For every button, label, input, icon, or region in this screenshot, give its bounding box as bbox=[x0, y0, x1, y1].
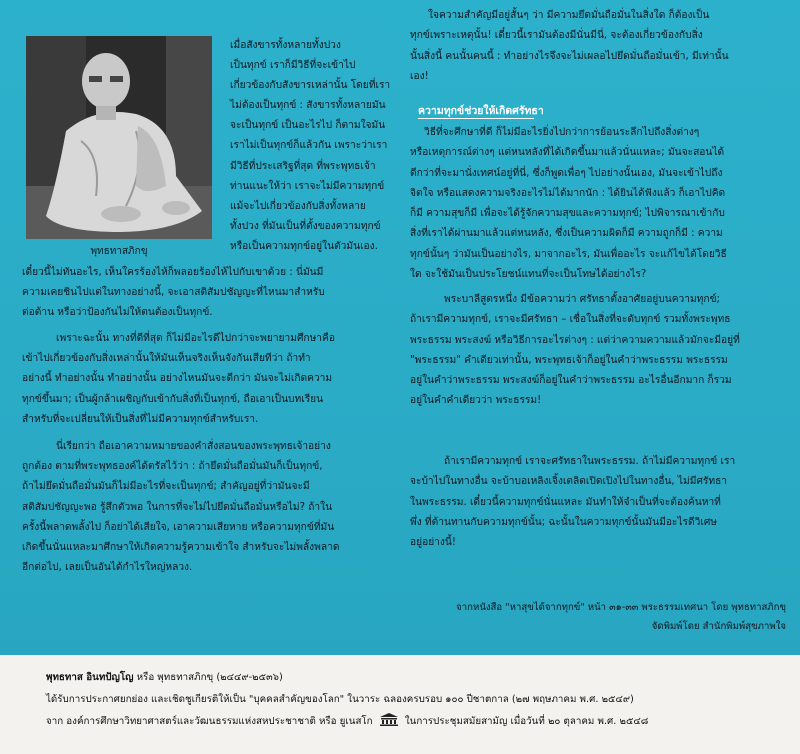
text-line: พระบาลีสูตรหนึ่ง มีข้อความว่า ศรัทธาตั้งอาศัยอยู่บนความทุกข์; bbox=[444, 294, 720, 305]
text-line: ครั้งนี้พลาดพลั้งไป ก็อย่าได้เสียใจ, เอาความเสียหาย หรือความทุกข์ที่มัน bbox=[22, 521, 335, 533]
text-line: ในพระธรรม. เดี๋ยวนี้ความทุกข์นั่นแหละ มันทำให้จำเป็นที่จะต้องค้นหาที่ bbox=[410, 496, 721, 508]
text-line: หรือเหตุการณ์ต่างๆ แต่หนหลังที่ได้เกิดขึ้นมาแล้วนั่นแหละ; มันจะสอนได้ bbox=[410, 147, 725, 159]
text-line: ท่านแนะให้ว่า เราจะไม่มีความทุกข์ bbox=[230, 180, 385, 192]
text-line: สำหรับที่จะเปลี่ยนให้เป็นสิ่งที่ไม่มีความทุกข์สำหรับเรา. bbox=[22, 413, 259, 425]
text-line: วิธีที่จะศึกษาที่ดี ก็ไม่มีอะไรยิ่งไปกว่าการย้อนระลึกไปถึงสิ่งต่างๆ bbox=[424, 127, 700, 138]
text-line: จะบ้าไปในทางอื่น จะบ้าบอเหลิงเจิ้งเตลิดเปิดเปิงไปในทางอื่น, ไม่มีศรัทธา bbox=[410, 476, 728, 488]
text-line: มีวิธีที่ประเสริฐที่สุด ที่พระพุทธเจ้า bbox=[230, 160, 376, 172]
text-line: อยู่ในคำคำเดียวว่า พระธรรม! bbox=[410, 395, 542, 407]
right-paragraph-1 bbox=[410, 123, 784, 285]
text-line: แม้จะไปเกี่ยวข้องกับสิ่งทั้งหลาย bbox=[230, 200, 366, 212]
text-line: ไม่ต้องเป็นทุกข์ : สังขารทั้งหลายมัน bbox=[230, 100, 386, 112]
text-line: อยู่อย่างนี้! bbox=[410, 537, 456, 549]
left-paragraph-2 bbox=[22, 329, 390, 430]
right-paragraph-3 bbox=[410, 452, 784, 553]
text-line: ก็มี ความสุขก็มี เพื่อจะได้รู้จักความสุขและความทุกข์; ไปพิจารณาเข้ากับ bbox=[410, 208, 725, 220]
footer-text bbox=[46, 667, 648, 733]
text-line: เกี่ยวข้องกับสังขารเหล่านั้น โดยที่เรา bbox=[230, 80, 391, 92]
footer-line-1 bbox=[46, 667, 648, 689]
monk-portrait-icon bbox=[26, 36, 212, 239]
monk-photo bbox=[26, 36, 212, 239]
text-line: จะเป็นทุกข์ เป็นอะไรไป ก็ตามใจมัน bbox=[230, 120, 386, 132]
footer-line-3-after: ในการประชุมสมัยสามัญ เมื่อวันที่ ๒๐ ตุลาคม พ.ศ. ๒๕๔๘ bbox=[404, 716, 649, 727]
section-heading: ความทุกข์ช่วยให้เกิดศรัทธา bbox=[418, 105, 544, 117]
unesco-temple-icon bbox=[379, 712, 399, 726]
text-line: สติสัมปชัญญะพอ รู้สึกตัวพอ ในการที่จะไม่ไปยึดมั่นถือมั่นหรือไม่? ถ้าใน bbox=[22, 501, 333, 513]
right-paragraph-2 bbox=[410, 290, 784, 412]
footer-name: พุทธทาส อินทปัญโญ bbox=[46, 672, 134, 683]
text-line: ดีกว่าที่จะมานั่งเทศน์อยู่ที่นี่, ซึ่งก็พูดเพื่อๆ ไปอย่างนั้นเอง, มันจะเข้าไปถึง bbox=[410, 167, 723, 179]
text-line: เราไม่เป็นทุกข์ก็แล้วกัน เพราะว่าเรา bbox=[230, 140, 388, 152]
text-line: หรือเป็นความทุกข์อยู่ในตัวมันเอง. bbox=[230, 240, 378, 252]
text-line: พึ่ง ที่ต้านทานกับความทุกข์นั้น; ฉะนั้นในความทุกข์นั้นมันมีอะไรดีวิเศษ bbox=[410, 516, 718, 528]
text-line: ใจความสำคัญมีอยู่สั้นๆ ว่า มีความยึดมั่นถือมั่นในสิ่งใด ก็ต้องเป็น bbox=[428, 10, 710, 21]
text-line: ถ้าเรามีความทุกข์, เราจะมีศรัทธา – เชื่อในสิ่งที่จะดับทุกข์ รวมทั้งพระพุทธ bbox=[410, 314, 731, 326]
footer-line-3 bbox=[46, 711, 648, 733]
text-line: ความเคยชินไปแต่ในทางอย่างนี้, จะเอาสติสัมปชัญญะที่ไหนมาสำหรับ bbox=[22, 287, 325, 299]
text-line: จากหนังสือ "หาสุขได้จากทุกข์" หน้า ๓๑-๓๓ พระธรรมเทศนา โดย พุทธทาสภิกขุ bbox=[456, 602, 786, 613]
heading-underline bbox=[418, 118, 534, 119]
text-line: ถ้าไม่ยึดมั่นถือมั่นมันก็ไม่มีอะไรที่จะเป็นทุกข์; สำคัญอยู่ที่ว่ามันจะมี bbox=[22, 481, 310, 493]
footer-line-2: ได้รับการประกาศยกย่อง และเชิดชูเกียรติให้เป็น "บุคคลสำคัญของโลก" ในวาระ ฉลองครบรอบ ๑๐๐ ปีชาตกาล (๒๗ พฤษภาคม พ.ศ. ๒๕๔๙) bbox=[46, 694, 634, 705]
text-line: เดี๋ยวนี้ไม่ทันอะไร, เห็นใครร้องไห้ก็พลอยร้องไห้ไปกับเขาด้วย : นี่มันมี bbox=[22, 267, 324, 278]
left-paragraph-1 bbox=[22, 263, 390, 324]
text-line: เกิดขึ้นนั่นแหละมาศึกษาให้เกิดความรู้ความเข้าใจ สำหรับจะไม่พลั้งพลาด bbox=[22, 542, 340, 554]
text-line: นั้นสิ่งนี้ คนนั้นคนนี้ : ทำอย่างไรจึงจะไม่เผลอไปยึดมั่นถือมั่นเข้า, มีเท่านั้น bbox=[410, 50, 729, 62]
left-intro-text bbox=[230, 36, 392, 257]
footer-name-rest: หรือ พุทธทาสภิกขุ (๒๔๔๙-๒๕๓๖) bbox=[136, 672, 283, 683]
footer-line-3-before: จาก องค์การศึกษาวิทยาศาสตร์และวัฒนธรรมแห่งสหประชาชาติ หรือ ยูเนสโก bbox=[46, 716, 373, 727]
text-line: ต่อต้าน หรือว่าป้องกันไม่ให้ตนต้องเป็นทุกข์. bbox=[22, 307, 213, 319]
photo-caption: พุทธทาสภิกขุ bbox=[90, 246, 148, 257]
text-line: เพราะฉะนั้น ทางที่ดีที่สุด ก็ไม่มีอะไรดีไปกว่าจะพยายามศึกษาคือ bbox=[56, 333, 335, 344]
text-line: ทุกข์นั้นๆ ว่ามันเป็นอย่างไร, มาจากอะไร, มันเพื่ออะไร จะแก้ไขได้โดยวิธี bbox=[410, 248, 727, 260]
text-line: ทุกข์เพราะเหตุนั้น! เดี๋ยวนี้เรามันต้องมีนั่นมีนี่, จะต้องเกี่ยวข้องกับสิ่ง bbox=[410, 30, 703, 42]
text-line: เข้าไปเกี่ยวข้องกับสิ่งเหล่านั้นให้มันเห็นจริงเห็นจังกันเสียทีว่า ถ้าทำ bbox=[22, 353, 311, 365]
text-line: พระธรรม พระสงฆ์ หรือวิธีการอะไรต่างๆ : แต่ว่าความความแล้วมักจะมีอยู่ที่ bbox=[410, 334, 740, 346]
source-citation bbox=[456, 598, 786, 636]
text-line: ทุกข์ขึ้นมา; เป็นผู้กล้าเผชิญกับเข้ากับสิ่งที่เป็นทุกข์, ถือเอาเป็นบทเรียน bbox=[22, 393, 324, 405]
text-line: จิตใจ หรือแสดงความจริงอะไรไม่ได้มากนัก : ได้ยินได้ฟังแล้ว ก็เอาไปคิด bbox=[410, 187, 726, 199]
left-paragraph-3 bbox=[22, 437, 390, 578]
text-line: ทั้งปวง ที่มันเป็นที่ตั้งของความทุกข์ bbox=[230, 220, 381, 232]
text-line: "พระธรรม" คำเดียวเท่านั้น, พระพุทธเจ้าก็อยู่ในคำว่าพระธรรม พระธรรม bbox=[410, 354, 728, 366]
text-line: ใด จะใช้มันเป็นประโยชน์แทนที่จะเป็นโทษได้อย่างไร? bbox=[410, 269, 647, 281]
right-intro-text bbox=[410, 6, 784, 87]
text-line: เอง! bbox=[410, 70, 429, 82]
text-line: ถูกต้อง ตามที่พระพุทธองค์ได้ตรัสไว้ว่า : ถ้ายึดมั่นถือมั่นมันก็เป็นทุกข์, bbox=[22, 461, 323, 473]
text-line: จัดพิมพ์โดย สำนักพิมพ์สุขภาพใจ bbox=[651, 621, 786, 632]
text-line: นี่เรียกว่า ถือเอาความหมายของคำสั่งสอนของพระพุทธเจ้าอย่าง bbox=[56, 441, 331, 452]
text-line: เป็นทุกข์ เราก็มีวิธีที่จะเข้าไป bbox=[230, 60, 356, 72]
text-line: อยู่ในคำว่าพระธรรม พระสงฆ์ก็อยู่ในคำว่าพระธรรม อะไรอื่นอีกมาก ก็รวม bbox=[410, 375, 732, 387]
text-line: สิ่งที่เราได้ผ่านมาแล้วแต่หนหลัง, ซึ่งเป็นความผิดก็มี ความถูกก็มี : ความ bbox=[410, 228, 723, 240]
text-line: ถ้าเรามีความทุกข์ เราจะศรัทธาในพระธรรม. ถ้าไม่มีความทุกข์ เรา bbox=[444, 456, 736, 467]
text-line: เมื่อสังขารทั้งหลายทั้งปวง bbox=[230, 40, 341, 51]
text-line: อย่างนี้ ทำอย่างนั้น ทำอย่างนั้น อย่างไหนมันจะดีกว่า มันจะไม่เกิดความ bbox=[22, 373, 333, 385]
text-line: อีกต่อไป, เลยเป็นอันได้กำไรใหญ่หลวง. bbox=[22, 562, 193, 574]
